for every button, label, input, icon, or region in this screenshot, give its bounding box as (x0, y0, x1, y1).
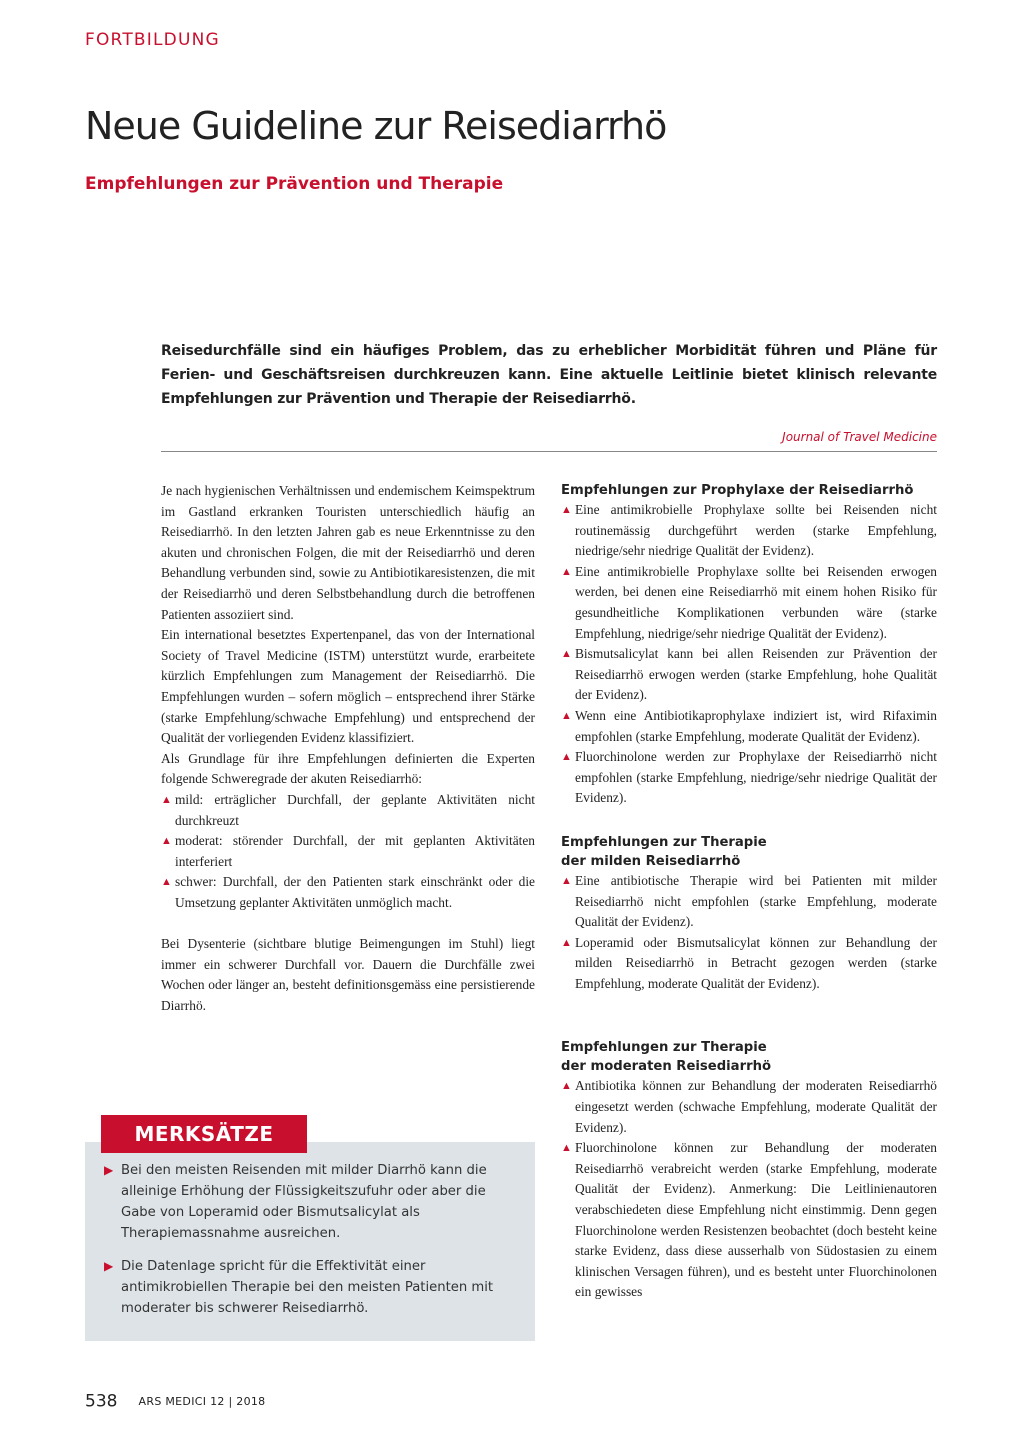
paragraph: Als Grundlage für ihre Empfehlungen definierten die Experten folgende Schweregrade der akuten Reisediarrhö: (161, 750, 535, 787)
paragraph: Bei Dysenterie (sichtbare blutige Beimengungen im Stuhl) liegt immer ein schwerer Durchfall vor. Dauern die Durchfälle zwei Wochen oder länger an, besteht definitionsgemäss eine persistierende Diarrhö. (161, 936, 535, 1013)
triangle-up-icon: ▲ (561, 565, 572, 578)
source-citation: Journal of Travel Medicine (782, 430, 937, 444)
triangle-up-icon: ▲ (561, 709, 572, 722)
list-item: ▲ Eine antimikrobielle Prophylaxe sollte bei Reisenden nicht routinemässig durchgeführt werden (starke Empfehlung, niedrige/sehr niedrige Qualität der Evidenz). (561, 502, 937, 559)
merksaetze-label: MERKSÄTZE (101, 1115, 307, 1153)
page-footer (85, 1391, 265, 1412)
left-column (161, 481, 535, 1016)
article-subtitle: Empfehlungen zur Prävention und Therapie (85, 174, 504, 194)
page-number: 538 (85, 1391, 118, 1412)
list-item: ▲ Loperamid oder Bismutsalicylat können zur Behandlung der milden Reisediarrhö in Betracht gezogen werden (starke Empfehlung, moderate Qualität der Evidenz). (561, 934, 937, 991)
triangle-up-icon: ▲ (161, 876, 172, 889)
section-kicker: FORTBILDUNG (85, 30, 220, 50)
triangle-right-icon: ▶ (104, 1259, 114, 1273)
triangle-up-icon: ▲ (561, 751, 572, 764)
list-item: ▲ Fluorchinolone können zur Behandlung der moderaten Reisediarrhö verabreicht werden (starke Empfehlung, moderate Qualität der Evidenz). Anmerkung: Die Leitlinienautoren verabschiedeten diese Empfehlung nicht einstimmig. Denn gegen Fluorchinolone werden Resistenzen beobachtet (doch besteht keine starke Evidenz, dass diese ausserhalb von Südostasien zu einem klinischen Versagen führen), und es besteht unter Fluorchinolonen ein gewisses (561, 1140, 937, 1300)
triangle-right-icon: ▶ (104, 1163, 114, 1177)
triangle-up-icon: ▲ (561, 504, 572, 516)
right-column (561, 481, 937, 1303)
list-item: ▲ mild: erträglicher Durchfall, der geplante Aktivitäten nicht durchkreuzt (161, 791, 535, 828)
triangle-up-icon: ▲ (561, 874, 572, 887)
triangle-up-icon: ▲ (561, 1080, 572, 1093)
section-heading-moderat: Empfehlungen zur Therapie der moderaten Reisediarrhö (561, 1040, 772, 1075)
triangle-up-icon: ▲ (161, 835, 172, 848)
article-title: Neue Guideline zur Reisediarrhö (85, 104, 667, 148)
section-heading-prophylaxe: Empfehlungen zur Prophylaxe der Reisediarrhö (561, 483, 914, 498)
divider (161, 451, 937, 452)
lead-paragraph: Reisedurchfälle sind ein häufiges Problem, das zu erheblicher Morbidität führen und Pläne für Ferien- und Geschäftsreisen durchkreuzen kann. Eine aktuelle Leitlinie bietet klinisch relevante Empfehlungen zur Prävention und Therapie der Reisediarrhö. (161, 343, 937, 407)
list-item: ▲ Eine antimikrobielle Prophylaxe sollte bei Reisenden erwogen werden, bei denen eine Reisediarrhö mit einem hohen Risiko für gesundheitliche Komplikationen verbunden wäre (starke Empfehlung, niedrige/sehr niedrige Qualität der Evidenz). (561, 563, 937, 641)
moderat-list (561, 1076, 937, 1303)
triangle-up-icon: ▲ (161, 793, 172, 806)
merksaetze-list (104, 1160, 524, 1331)
mild-list (561, 871, 937, 995)
list-item: ▲ Eine antibiotische Therapie wird bei Patienten mit milder Reisediarrhö nicht empfohlen (starke Empfehlung, moderate Qualität der Evidenz). (561, 872, 937, 930)
paragraph: Ein international besetztes Expertenpanel, das von der International Society of Travel Medicine (ISTM) unterstützt wurde, erarbeitete kürzlich Empfehlungen zum Management der Reisediarrhö. Die Empfehlungen wurden – sofern möglich – entsprechend ihrer Stärke (starke Empfehlung/schwache Empfehlung) und entsprechend der Qualität der vorliegenden Evidenz klassifiziert. (161, 627, 535, 746)
triangle-up-icon: ▲ (561, 1142, 572, 1155)
prophylaxe-list (561, 500, 937, 809)
triangle-up-icon: ▲ (561, 648, 572, 661)
list-item: ▲ Wenn eine Antibiotikaprophylaxe indiziert ist, wird Rifaximin empfohlen (starke Empfehlung, moderate Qualität der Evidenz). (561, 707, 937, 744)
list-item: ▶ Die Datenlage spricht für die Effektivität einer antimikrobiellen Therapie bei den meisten Patienten mit moderater bis schwerer Reisediarrhö. (104, 1256, 524, 1319)
paragraph: Je nach hygienischen Verhältnissen und endemischem Keimspektrum im Gastland erkranken Touristen unterschiedlich häufig an Reisediarrhö. In den letzten Jahren gab es neue Erkenntnisse zu den akuten und chronischen Folgen, die mit der Reisediarrhö und deren Behandlung verbunden sind, sowie zu Antibiotikaresistenzen, die mit der Reisediarrhö und deren Selbstbehandlung durch die betroffenen Patienten assoziiert sind. (161, 483, 535, 622)
journal-issue: ARS MEDICI 12 | 2018 (138, 1395, 266, 1408)
list-item: ▲ Bismutsalicylat kann bei allen Reisenden zur Prävention der Reisediarrhö erwogen werden (starke Empfehlung, hohe Qualität der Evidenz). (561, 646, 937, 703)
list-item: ▲ schwer: Durchfall, der den Patienten stark einschränkt oder die Umsetzung geplanter Aktivitäten unmöglich macht. (161, 874, 535, 910)
list-item: ▲ moderat: störender Durchfall, der mit geplanten Aktivitäten interferiert (161, 833, 535, 869)
triangle-up-icon: ▲ (561, 936, 572, 949)
list-item: ▲ Antibiotika können zur Behandlung der moderaten Reisediarrhö eingesetzt werden (schwache Empfehlung, moderate Qualität der Evidenz). (561, 1078, 937, 1135)
list-item: ▲ Fluorchinolone werden zur Prophylaxe der Reisediarrhö nicht empfohlen (starke Empfehlung, niedrige/sehr niedrige Qualität der Evidenz). (561, 749, 937, 806)
list-item: ▶ Bei den meisten Reisenden mit milder Diarrhö kann die alleinige Erhöhung der Flüssigkeitszufuhr oder aber die Gabe von Loperamid oder Bismutsalicylat als Therapiemassnahme ausreichen. (104, 1160, 524, 1244)
severity-list (161, 790, 535, 914)
section-heading-mild: Empfehlungen zur Therapie der milden Reisediarrhö (561, 834, 767, 869)
